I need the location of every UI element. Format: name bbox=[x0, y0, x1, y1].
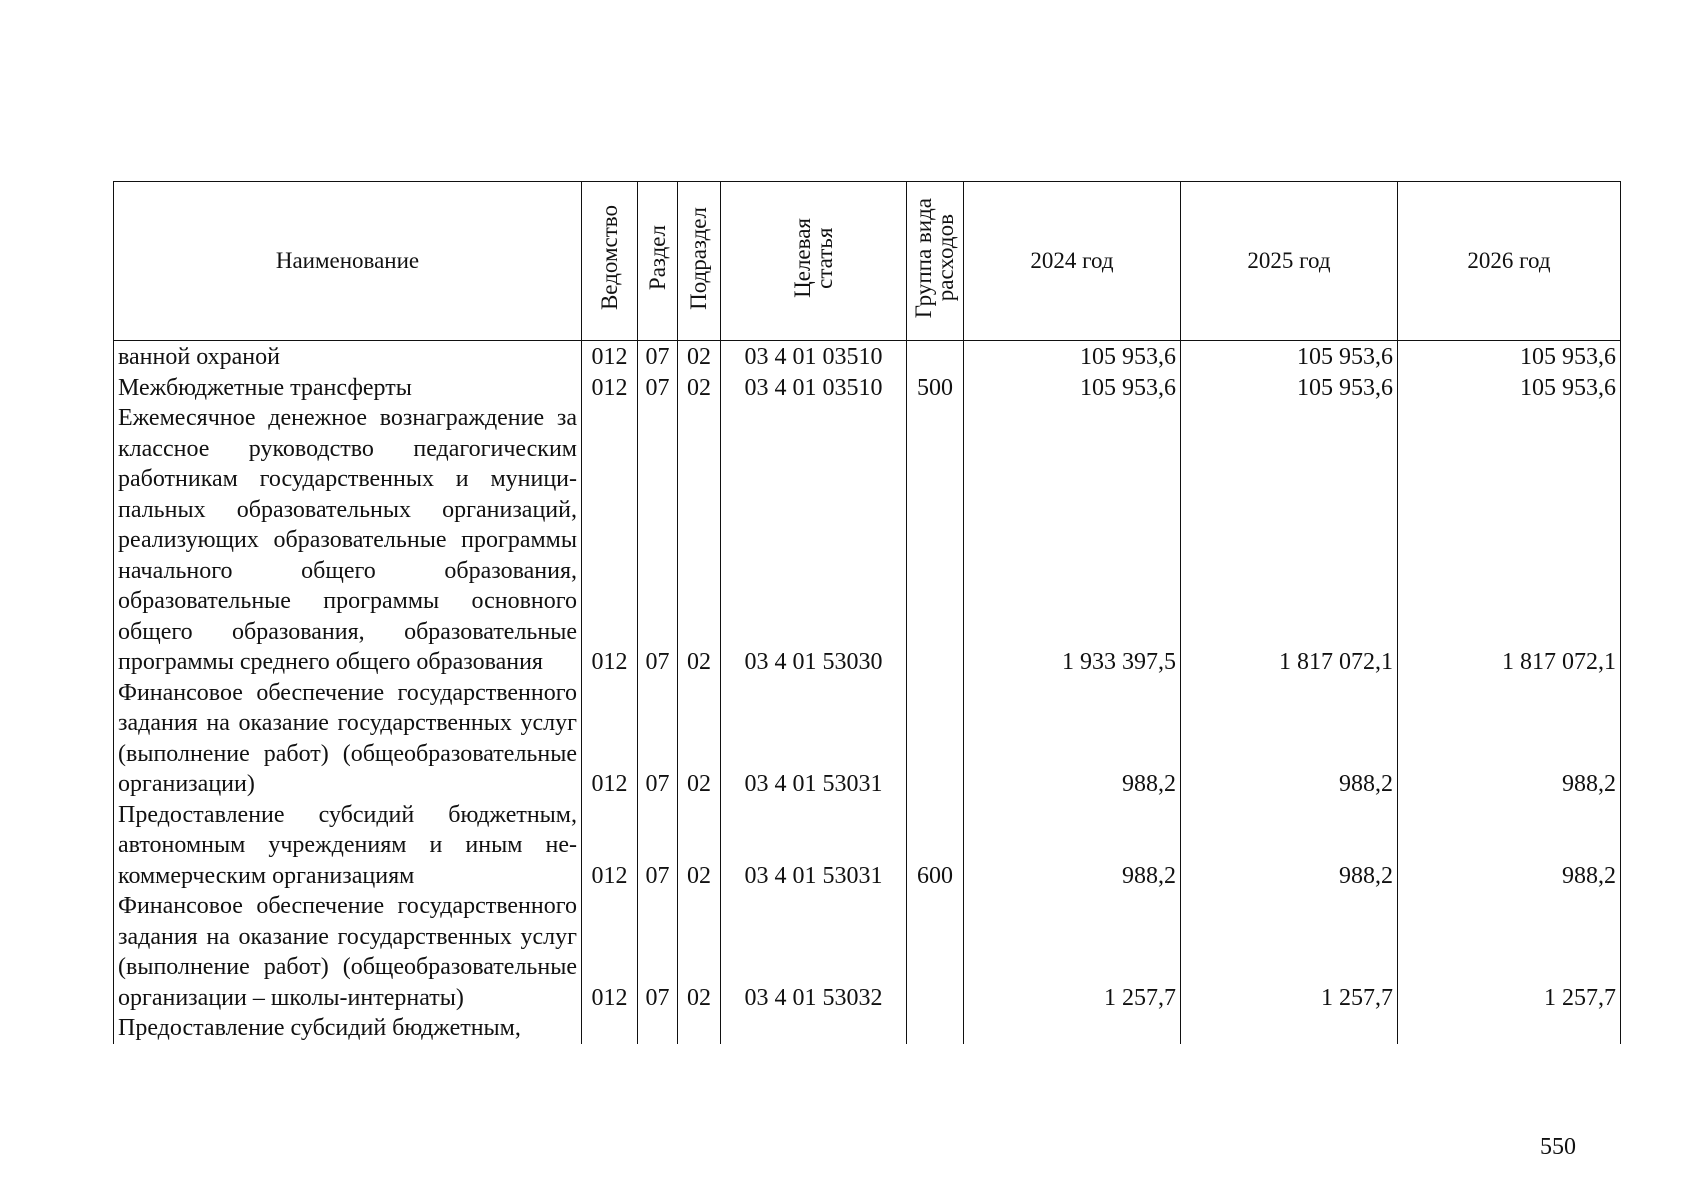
cell-dept bbox=[582, 1013, 638, 1044]
header-section: Раздел bbox=[638, 182, 678, 341]
cell-2025: 105 953,6 bbox=[1181, 373, 1398, 404]
cell-group: 500 bbox=[907, 373, 964, 404]
table-row bbox=[114, 800, 1621, 892]
budget-table bbox=[113, 181, 1621, 1044]
header-target-line2: статья bbox=[811, 227, 837, 289]
header-group-line1: Группа вида bbox=[911, 197, 936, 319]
header-target-line1: Целевая bbox=[789, 218, 815, 298]
cell-section: 07 bbox=[638, 403, 678, 678]
cell-group bbox=[907, 341, 964, 373]
cell-2025: 988,2 bbox=[1181, 800, 1398, 892]
cell-section bbox=[638, 1013, 678, 1044]
table-body bbox=[114, 341, 1621, 1044]
cell-target: 03 4 01 53032 bbox=[721, 891, 907, 1013]
cell-2024: 988,2 bbox=[964, 678, 1181, 800]
cell-dept: 012 bbox=[582, 373, 638, 404]
cell-dept: 012 bbox=[582, 403, 638, 678]
cell-name: Межбюджетные трансферты bbox=[114, 373, 582, 404]
cell-name: Финансовое обеспечение государственного задания на оказание государственных услуг (выполнение работ) (общеобразовательные организации) bbox=[114, 678, 582, 800]
cell-group bbox=[907, 1013, 964, 1044]
cell-2026: 105 953,6 bbox=[1398, 373, 1621, 404]
header-subsection: Подраздел bbox=[678, 182, 721, 341]
cell-subsection: 02 bbox=[678, 891, 721, 1013]
cell-group: 600 bbox=[907, 800, 964, 892]
table-row bbox=[114, 341, 1621, 373]
cell-target: 03 4 01 53031 bbox=[721, 800, 907, 892]
header-group-line2: расходов bbox=[933, 214, 958, 302]
cell-section: 07 bbox=[638, 678, 678, 800]
cell-dept: 012 bbox=[582, 891, 638, 1013]
cell-2026: 105 953,6 bbox=[1398, 341, 1621, 373]
header-2025: 2025 год bbox=[1181, 182, 1398, 341]
cell-section: 07 bbox=[638, 800, 678, 892]
cell-name: Финансовое обеспечение государственного задания на оказание государственных услуг (выполнение работ) (общеобразовательные организации – школы-интернаты) bbox=[114, 891, 582, 1013]
cell-group bbox=[907, 891, 964, 1013]
cell-subsection: 02 bbox=[678, 373, 721, 404]
cell-target bbox=[721, 1013, 907, 1044]
cell-section: 07 bbox=[638, 891, 678, 1013]
cell-dept: 012 bbox=[582, 678, 638, 800]
header-name: Наименование bbox=[114, 182, 582, 341]
table-row bbox=[114, 891, 1621, 1013]
cell-2024: 105 953,6 bbox=[964, 341, 1181, 373]
cell-group bbox=[907, 403, 964, 678]
table-row bbox=[114, 403, 1621, 678]
cell-dept: 012 bbox=[582, 800, 638, 892]
cell-section: 07 bbox=[638, 341, 678, 373]
cell-name: Предоставление субсидий бюджетным, bbox=[114, 1013, 582, 1044]
cell-subsection: 02 bbox=[678, 678, 721, 800]
cell-2024: 1 933 397,5 bbox=[964, 403, 1181, 678]
header-group bbox=[907, 182, 964, 341]
cell-2024: 988,2 bbox=[964, 800, 1181, 892]
cell-target: 03 4 01 03510 bbox=[721, 373, 907, 404]
cell-2025: 988,2 bbox=[1181, 678, 1398, 800]
cell-2024: 1 257,7 bbox=[964, 891, 1181, 1013]
header-dept: Ведомство bbox=[582, 182, 638, 341]
cell-name: ванной охраной bbox=[114, 341, 582, 373]
cell-target: 03 4 01 03510 bbox=[721, 341, 907, 373]
cell-2024: 105 953,6 bbox=[964, 373, 1181, 404]
page-number: 550 bbox=[1540, 1134, 1576, 1160]
cell-2025: 105 953,6 bbox=[1181, 341, 1398, 373]
cell-subsection bbox=[678, 1013, 721, 1044]
cell-2026: 1 257,7 bbox=[1398, 891, 1621, 1013]
header-2026: 2026 год bbox=[1398, 182, 1621, 341]
cell-subsection: 02 bbox=[678, 800, 721, 892]
header-2024: 2024 год bbox=[964, 182, 1181, 341]
cell-group bbox=[907, 678, 964, 800]
cell-2026: 988,2 bbox=[1398, 800, 1621, 892]
cell-target: 03 4 01 53031 bbox=[721, 678, 907, 800]
table-row bbox=[114, 1013, 1621, 1044]
cell-dept: 012 bbox=[582, 341, 638, 373]
table-row bbox=[114, 373, 1621, 404]
cell-section: 07 bbox=[638, 373, 678, 404]
cell-name: Предоставление субсидий бюджетным, автономным учреждениям и иным некоммерческим организациям bbox=[114, 800, 582, 892]
cell-2025: 1 257,7 bbox=[1181, 891, 1398, 1013]
cell-2024 bbox=[964, 1013, 1181, 1044]
cell-2025: 1 817 072,1 bbox=[1181, 403, 1398, 678]
cell-2025 bbox=[1181, 1013, 1398, 1044]
cell-subsection: 02 bbox=[678, 341, 721, 373]
table-row bbox=[114, 678, 1621, 800]
cell-name: Ежемесячное денежное вознаграждение за классное руководство педагогическим работникам государственных и муниципальных образовательных организаций, реализующих образовательные программы начального общего образования, образовательные программы основного общего образования, образовательные программы среднего общего образования bbox=[114, 403, 582, 678]
cell-target: 03 4 01 53030 bbox=[721, 403, 907, 678]
cell-2026: 1 817 072,1 bbox=[1398, 403, 1621, 678]
header-target bbox=[721, 182, 907, 341]
cell-2026 bbox=[1398, 1013, 1621, 1044]
table-header bbox=[114, 182, 1621, 341]
cell-2026: 988,2 bbox=[1398, 678, 1621, 800]
cell-subsection: 02 bbox=[678, 403, 721, 678]
